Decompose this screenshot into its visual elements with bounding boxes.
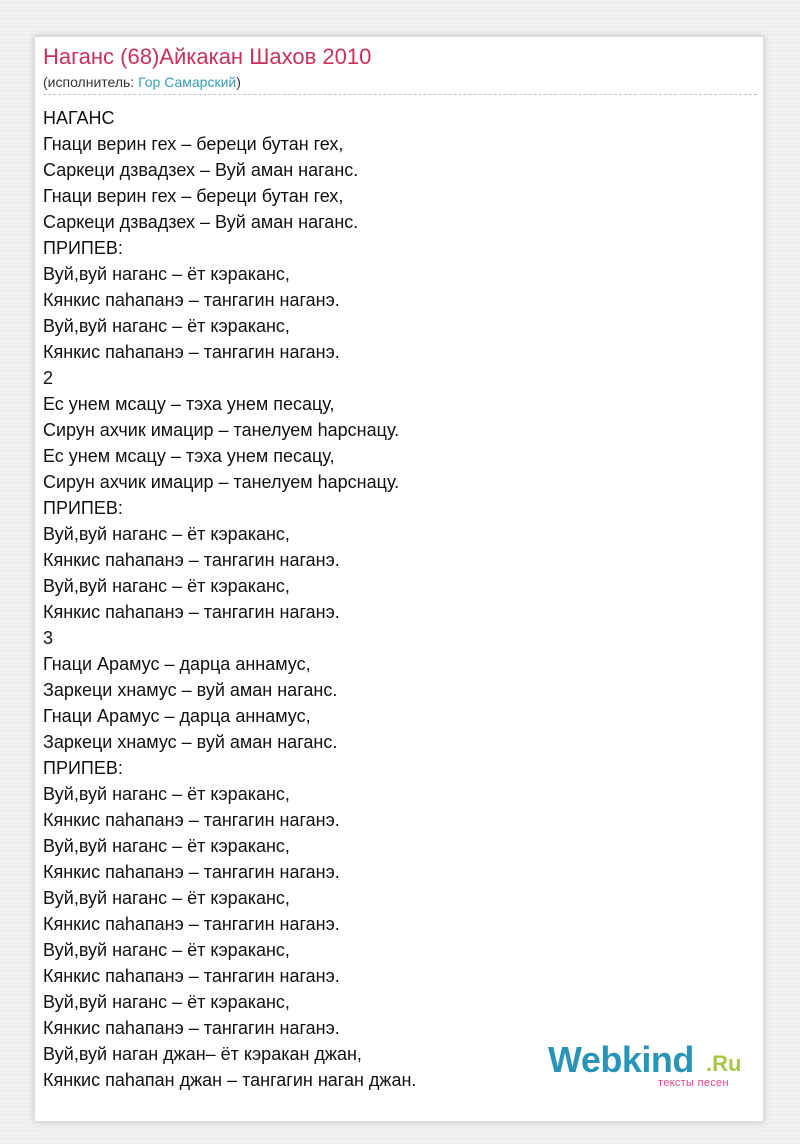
lyric-line: Вуй,вуй наганс – ёт кэраканс,: [43, 576, 290, 596]
lyric-line: Вуй,вуй наганс – ёт кэраканс,: [43, 992, 290, 1012]
lyric-line: Ес унем мсацу – тэха унем песацу,: [43, 394, 335, 414]
lyric-line: Саркеци дзвадзех – Вуй аман наганс.: [43, 212, 359, 232]
artist-suffix: ): [236, 74, 241, 90]
lyric-line: Вуй,вуй наганс – ёт кэраканс,: [43, 888, 290, 908]
lyric-line: Кянкис паhапанэ – тангагин наганэ.: [43, 966, 340, 986]
lyric-line: Гнаци Арамус – дарца аннамус,: [43, 654, 311, 674]
lyric-line: Кянкис паhапан джан – тангагин наган джан.: [43, 1070, 417, 1090]
lyric-line: Вуй,вуй наганс – ёт кэраканс,: [43, 264, 290, 284]
lyric-line: ПРИПЕВ:: [43, 238, 123, 258]
lyric-line: Кянкис паhапанэ – тангагин наганэ.: [43, 602, 340, 622]
lyric-line: ПРИПЕВ:: [43, 758, 123, 778]
watermark-tagline: тексты песен: [658, 1077, 729, 1089]
lyric-line: Саркеци дзвадзех – Вуй аман наганс.: [43, 160, 359, 180]
lyric-line: НАГАНС: [43, 108, 115, 128]
lyrics-text: [43, 105, 416, 1093]
lyric-line: Кянкис паhапанэ – тангагин наганэ.: [43, 1018, 340, 1038]
lyric-line: Вуй,вуй наганс – ёт кэраканс,: [43, 316, 290, 336]
lyric-line: Гнаци верин гех – береци бутан гех,: [43, 186, 344, 206]
header-divider: [43, 94, 757, 95]
lyric-line: ПРИПЕВ:: [43, 498, 123, 518]
lyric-line: Кянкис паhапанэ – тангагин наганэ.: [43, 290, 340, 310]
lyric-line: Кянкис паhапанэ – тангагин наганэ.: [43, 550, 340, 570]
lyric-line: 2: [43, 368, 54, 388]
lyric-line: Гнаци Арамус – дарца аннамус,: [43, 706, 311, 726]
lyric-line: Кянкис паhапанэ – тангагин наганэ.: [43, 342, 340, 362]
lyric-line: Кянкис паhапанэ – тангагин наганэ.: [43, 862, 340, 882]
lyric-line: Вуй,вуй наган джан– ёт кэракан джан,: [43, 1044, 362, 1064]
lyric-line: Кянкис паhапанэ – тангагин наганэ.: [43, 810, 340, 830]
lyric-line: Вуй,вуй наганс – ёт кэраканс,: [43, 940, 290, 960]
lyric-line: Кянкис паhапанэ – тангагин наганэ.: [43, 914, 340, 934]
lyric-line: 3: [43, 628, 54, 648]
lyric-line: Вуй,вуй наганс – ёт кэраканс,: [43, 836, 290, 856]
lyric-line: Сирун ахчик имацир – танелуем hарснацу.: [43, 472, 400, 492]
watermark-tld: .Ru: [706, 1051, 742, 1076]
lyrics-page: [34, 36, 764, 1122]
artist-link[interactable]: Гор Самарский: [138, 74, 237, 90]
lyric-line: Ес унем мсацу – тэха унем песацу,: [43, 446, 335, 466]
webkind-watermark-logo: [548, 1040, 748, 1090]
lyric-line: Вуй,вуй наганс – ёт кэраканс,: [43, 524, 290, 544]
artist-prefix: (исполнитель:: [43, 74, 139, 90]
lyric-line: Вуй,вуй наганс – ёт кэраканс,: [43, 784, 290, 804]
artist-line: [43, 73, 241, 91]
lyric-line: Заркеци хнамус – вуй аман наганс.: [43, 680, 338, 700]
song-title: Наганс (68)Айкакан Шахов 2010: [43, 44, 372, 69]
lyric-line: Сирун ахчик имацир – танелуем hарснацу.: [43, 420, 400, 440]
lyric-line: Заркеци хнамус – вуй аман наганс.: [43, 732, 338, 752]
lyric-line: Гнаци верин гех – береци бутан гех,: [43, 134, 344, 154]
watermark-brand: Webkind: [548, 1039, 694, 1080]
